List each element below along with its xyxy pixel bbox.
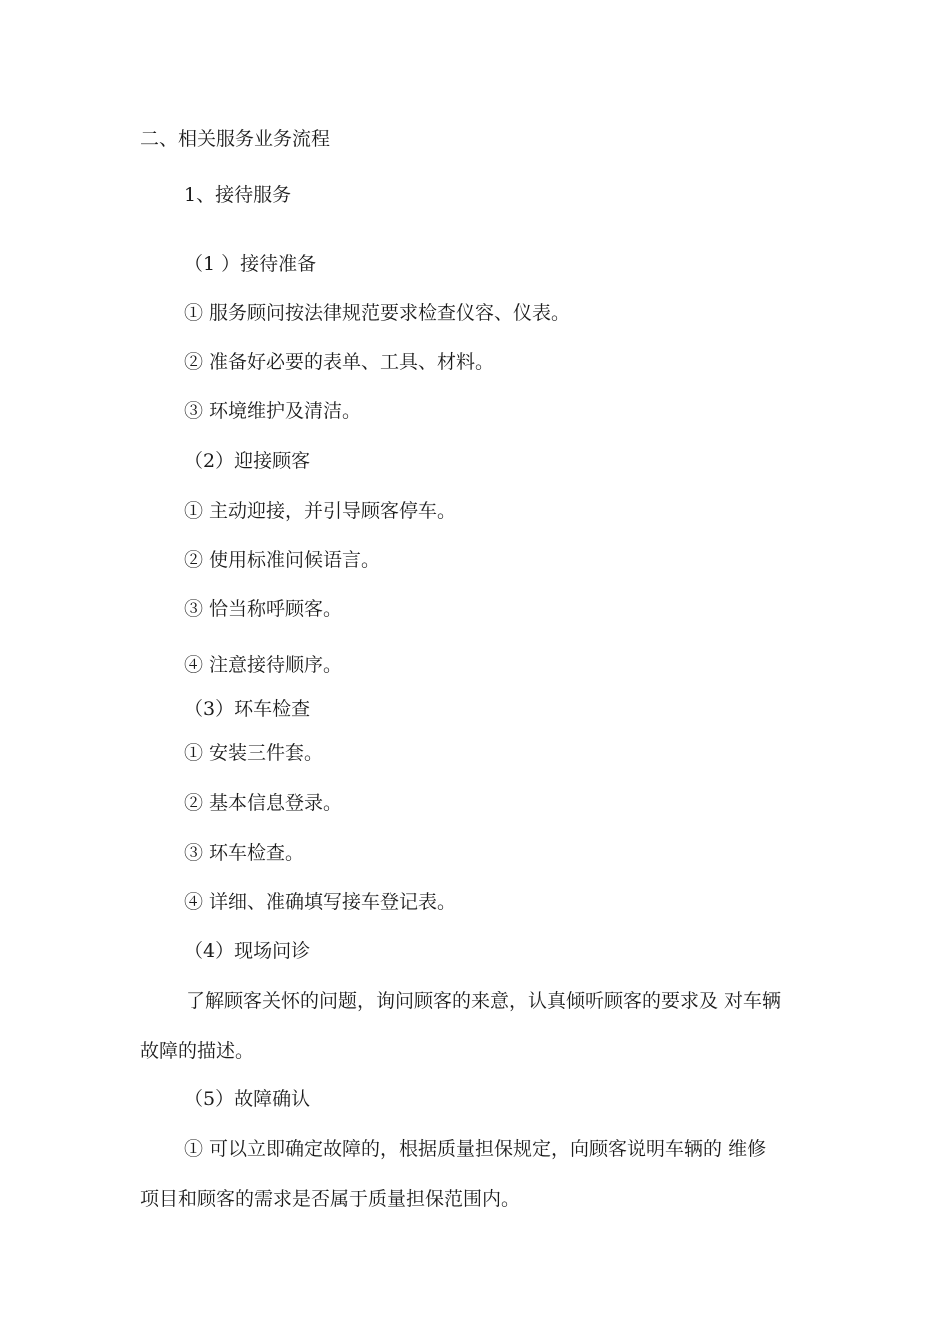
list-item: ② 基本信息登录。 [184, 792, 343, 814]
section-title: 二、相关服务业务流程 [140, 128, 331, 150]
list-item: ④ 详细、准确填写接车登记表。 [184, 891, 457, 913]
list-item: ① 安装三件套。 [184, 742, 324, 764]
heading-vehicle-walkaround: （3）环车检查 [184, 698, 311, 720]
list-item: ② 准备好必要的表单、工具、材料。 [184, 351, 495, 373]
list-item: ① 服务顾问按法律规范要求检查仪容、仪表。 [184, 302, 571, 324]
list-item: ③ 恰当称呼顾客。 [184, 598, 343, 620]
list-item: ② 使用标准问候语言。 [184, 549, 381, 571]
heading-greet-customer: （2）迎接顾客 [184, 450, 311, 472]
paragraph-line: 项目和顾客的需求是否属于质量担保范围内。 [140, 1188, 521, 1210]
subsection-title: 1、接待服务 [184, 184, 292, 206]
list-item: ④ 注意接待顺序。 [184, 654, 343, 676]
heading-reception-preparation: （1 ）接待准备 [184, 253, 317, 275]
paragraph-line: ① 可以立即确定故障的，根据质量担保规定，向顾客说明车辆的 维修 [184, 1138, 767, 1160]
list-item: ① 主动迎接，并引导顾客停车。 [184, 500, 457, 522]
paragraph-line: 了解顾客关怀的问题，询问顾客的来意，认真倾听顾客的要求及 对车辆 [186, 990, 782, 1012]
list-item: ③ 环车检查。 [184, 842, 305, 864]
heading-onsite-inquiry: （4）现场问诊 [184, 940, 311, 962]
list-item: ③ 环境维护及清洁。 [184, 400, 362, 422]
heading-fault-confirmation: （5）故障确认 [184, 1088, 311, 1110]
paragraph-line: 故障的描述。 [140, 1040, 255, 1062]
